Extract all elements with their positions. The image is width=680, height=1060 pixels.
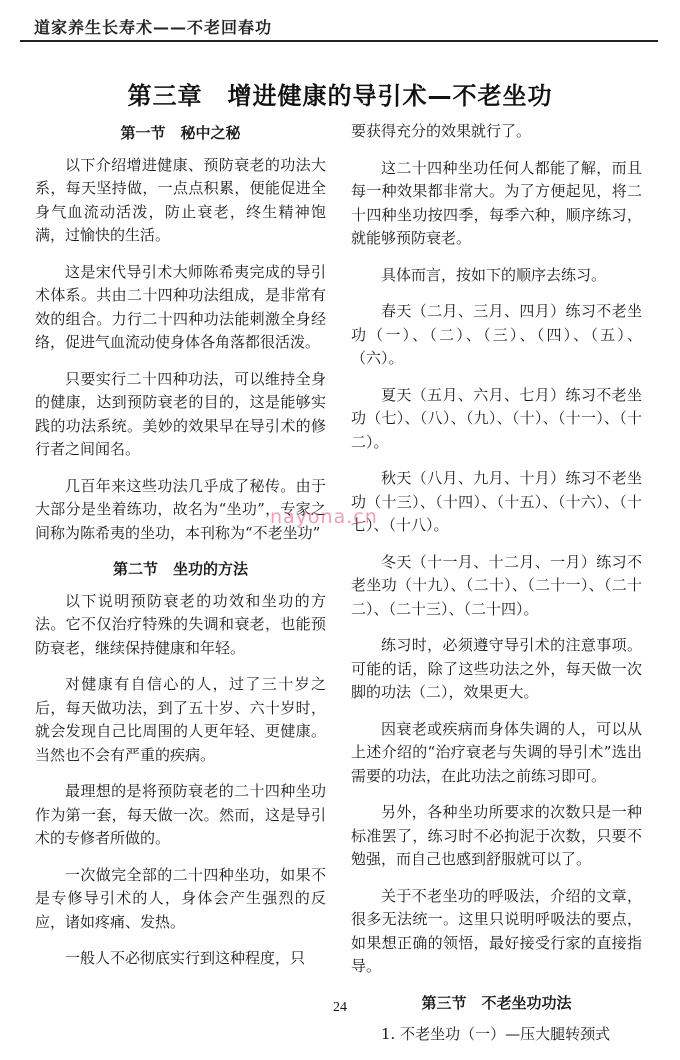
paragraph: 因衰老或疾病而身体失调的人，可以从上述介绍的“治疗衰老与失调的导引术”选出需要的功法，在此功法之前练习即可。: [351, 719, 642, 785]
paragraph: 冬天（十一月、十二月、一月）练习不老坐功（十九）、（二十）、（二十一）、（二十二）、（二十三）、（二十四）。: [351, 552, 642, 618]
paragraph: 练习时，必须遵守导引术的注意事项。可能的话，除了这些功法之外，每天做一次脚的功法（二），效果更大。: [351, 636, 642, 701]
paragraph: 这是宋代导引术大师陈希夷完成的导引术体系。共由二十四种功法组成，是非常有效的组合。力行二十四种功法能刺激全身经络，促进气血流动使身体各角落都很活泼。: [35, 262, 326, 351]
paragraph: 夏天（五月、六月、七月）练习不老坐功（七）、（八）、（九）、（十）、（十一）、（十二）。: [351, 385, 642, 451]
section-heading: 第二节 坐功的方法: [112, 560, 248, 578]
running-head: 道家养生长寿术——不老回春功: [34, 18, 273, 37]
paragraph: 关于不老坐功的呼吸法，介绍的文章，很多无法统一。这里只说明呼吸法的要点，如果想正确的领悟，最好接受行家的直接指导。: [351, 886, 642, 975]
paragraph: 秋天（八月、九月、十月）练习不老坐功（十三）、（十四）、（十五）、（十六）、（十七）、（十八）。: [351, 469, 642, 534]
watermark: nayona.cn: [270, 506, 378, 528]
paragraph: 一次做完全部的二十四种坐功，如果不是专修导引术的人，身体会产生强烈的反应，诸如疼痛、发热。: [35, 865, 326, 931]
chapter-title: 第三章 增进健康的导引术—不老坐功: [127, 82, 553, 110]
numbered-item: 1. 不老坐功（一）—压大腿转颈式: [381, 1025, 611, 1043]
right-column: [351, 120, 642, 1060]
section-heading: 第一节 秘中之秘: [120, 124, 241, 142]
section-heading: 第三节 不老坐功功法: [421, 993, 572, 1012]
paragraph: 具体而言，按如下的顺序去练习。: [381, 265, 607, 284]
left-column: [35, 120, 326, 984]
paragraph: 以下说明预防衰老的功效和坐功的方法。它不仅治疗特殊的失调和衰老，也能预防衰老，继续保持健康和年轻。: [35, 591, 326, 657]
paragraph: 对健康有自信心的人，过了三十岁之后，每天做功法，到了五十岁、六十岁时，就会发现自己比周围的人更年轻、更健康。当然也不会有严重的疾病。: [35, 675, 326, 764]
paragraph: 只要实行二十四种功法，可以维持全身的健康，达到预防衰老的目的，这是能够实践的功法系统。美妙的效果早在导引术的修行者之间闻名。: [35, 369, 326, 458]
paragraph: 另外，各种坐功所要求的次数只是一种标准罢了，练习时不必拘泥于次数，只要不勉强，而自己也感到舒服就可以了。: [351, 803, 642, 868]
page-number: 24: [333, 1000, 347, 1015]
paragraph: 这二十四种坐功任何人都能了解，而且每一种效果都非常大。为了方便起见，将二十四种坐功按四季，每季六种，顺序练习，就能够预防衰老。: [351, 158, 642, 247]
paragraph-continued: 要获得充分的效果就行了。: [351, 122, 532, 140]
paragraph: 最理想的是将预防衰老的二十四种坐功作为第一套，每天做一次。然而，这是导引术的专修者所做的。: [35, 782, 326, 847]
paragraph: 春天（二月、三月、四月）练习不老坐功（一）、（二）、（三）、（四）、（五）、（六）。: [351, 302, 642, 367]
paragraph: 几百年来这些功法几乎成了秘传。由于大部分是坐着练功，故名为“坐功”，专家之间称为陈希夷的坐功，本刊称为“不老坐功”: [35, 476, 326, 542]
paragraph: 以下介绍增进健康、预防衰老的功法大系，每天坚持做，一点点积累，便能促进全身气血流动活泼，防止衰老，终生精神饱满，过愉快的生活。: [35, 155, 326, 244]
header-rule: [20, 40, 658, 42]
paragraph: 一般人不必彻底实行到这种程度，只: [65, 949, 306, 967]
